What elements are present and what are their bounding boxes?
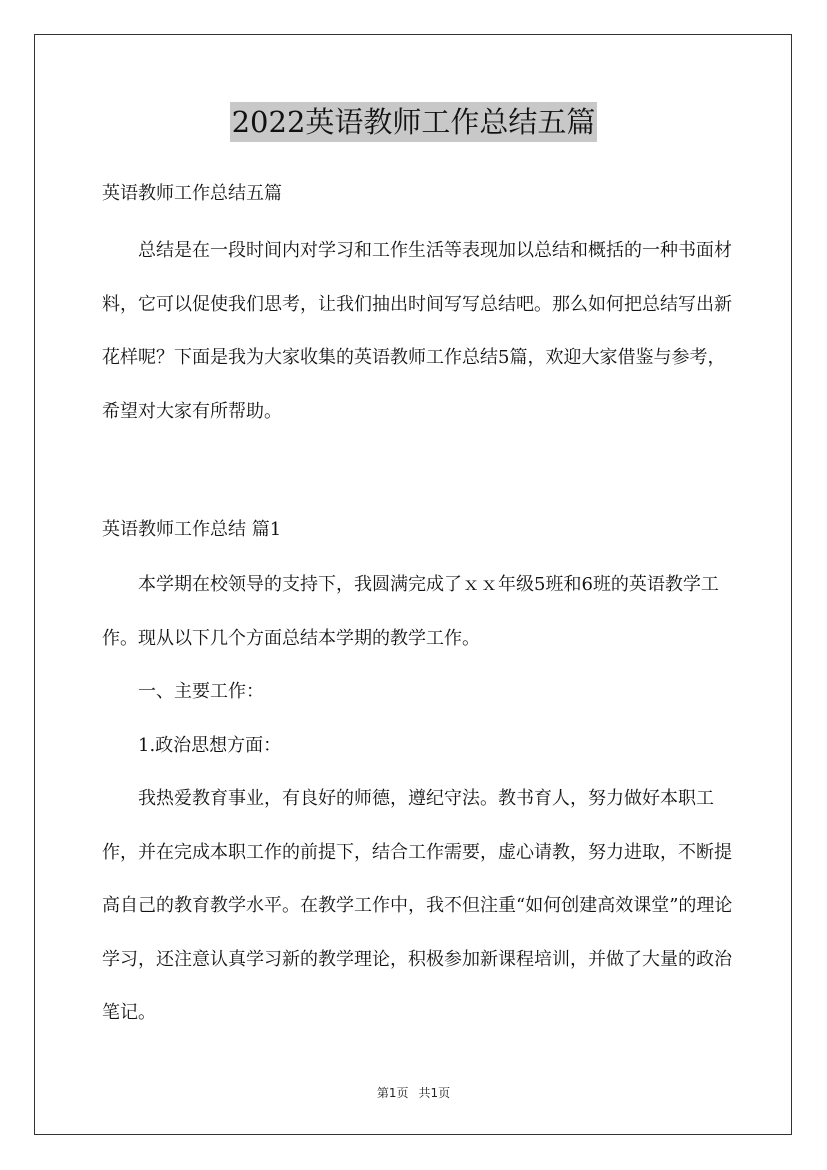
body-paragraph-4: 我热爱教育事业，有良好的师德，遵纪守法。教书育人，努力做好本职工作，并在完成本职工作的前提下，结合工作需要，虚心请教，努力进取，不断提高自己的教育教学水平。在教学工作中，我不但注重“如何创建高效课堂”的理论学习，还注意认真学习新的教学理论，积极参加新课程培训，并做了大量的政治笔记。 bbox=[102, 788, 733, 1023]
title-container bbox=[0, 102, 827, 142]
page-number: 第1页 bbox=[376, 1086, 409, 1100]
body-paragraph-2: 一、主要工作： bbox=[138, 681, 264, 702]
page-footer bbox=[0, 1084, 827, 1101]
section-heading: 英语教师工作总结 篇1 bbox=[102, 519, 282, 540]
intro-paragraph: 总结是在一段时间内对学习和工作生活等表现加以总结和概括的一种书面材料，它可以促使我们思考，让我们抽出时间写写总结吧。那么如何把总结写出新花样呢？下面是我为大家收集的英语教师工作总结5篇，欢迎大家借鉴与参考，希望对大家有所帮助。 bbox=[102, 240, 732, 422]
page-total: 共1页 bbox=[418, 1086, 451, 1100]
document-body bbox=[102, 178, 742, 1040]
body-paragraph-1: 本学期在校领导的支持下，我圆满完成了ｘｘ年级5班和6班的英语教学工作。现从以下几个方面总结本学期的教学工作。 bbox=[102, 574, 719, 649]
document-subtitle: 英语教师工作总结五篇 bbox=[102, 183, 282, 204]
document-title: 2022英语教师工作总结五篇 bbox=[230, 102, 598, 142]
body-paragraph-3: 1.政治思想方面： bbox=[138, 734, 282, 756]
